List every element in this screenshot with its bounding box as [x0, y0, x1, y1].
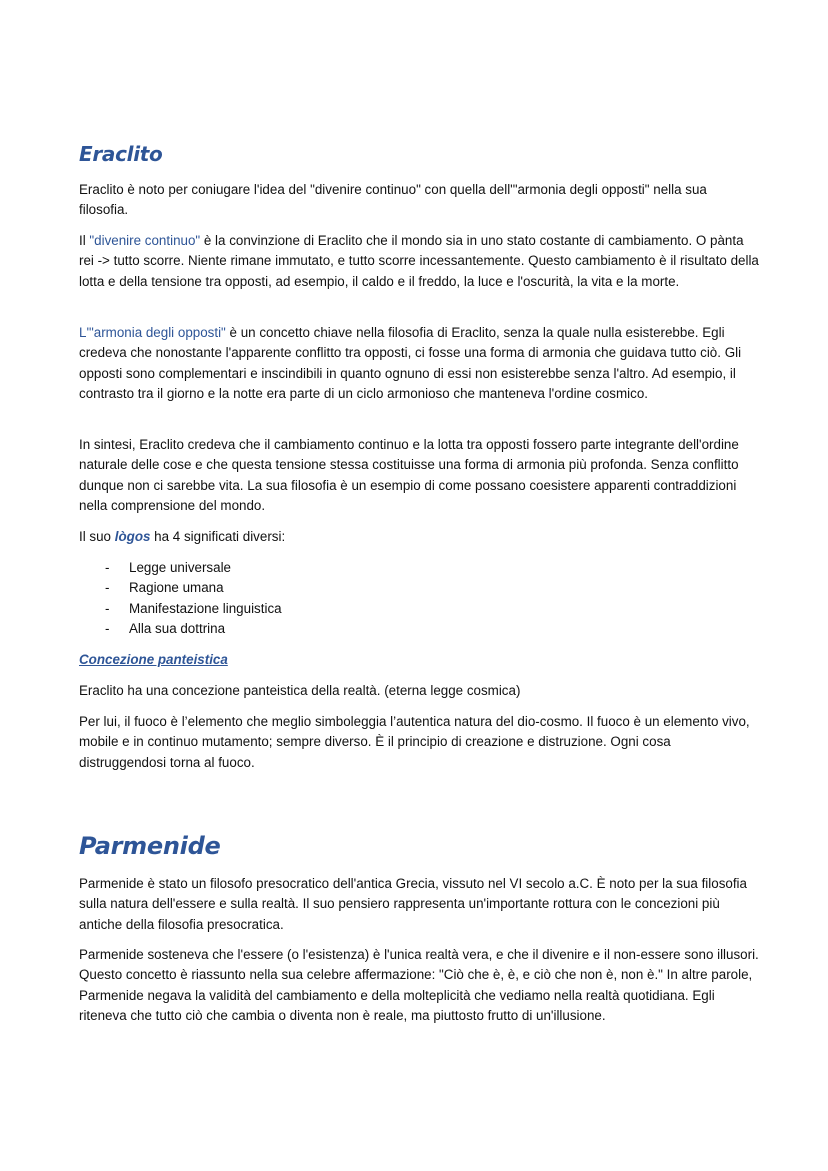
eraclito-intro-paragraph: [79, 180, 759, 221]
fuoco-text: Per lui, il fuoco è l’elemento che meglio simboleggia l’autentica natura del dio-cosmo. Il fuoco è un elemento vivo, mobile e in continuo mutamento; sempre diverso. È il principio di creazione e distruzione. Ogni cosa distruggendosi torna al fuoco.: [79, 714, 750, 770]
list-item: [79, 578, 759, 598]
armonia-paragraph: [79, 323, 759, 405]
list-item-text: Legge universale: [129, 560, 231, 575]
list-item-text: Alla sua dottrina: [129, 621, 226, 637]
divenire-text: è la convinzione di Eraclito che il mondo sia in uno stato costante di cambiamento. O pànta rei -> tutto scorre. Niente rimane immutato, e tutto scorre incessantemente. Questo cambiamento è il risultato della lotta e della tensione tra opposti, ad esempio, il caldo e il freddo, la luce e l'oscurità, la vita e la morte.: [79, 233, 759, 289]
list-item-text: Manifestazione linguistica: [129, 600, 282, 616]
parmenide-essere-text: Parmenide sosteneva che l'essere (o l'esistenza) è l'unica realtà vera, e che il divenire e il non-essere sono illusori. Questo concetto è riassunto nella sua celebre affermazione: "Ciò che è, è, e ciò che non è, non è." In altre parole, Parmenide negava la validità del cambiamento e della molteplicità che vediamo nella realtà quotidiana. Egli riteneva che tutto ciò che cambia o diventa non è reale, ma piuttosto frutto di un'illusione.: [79, 947, 759, 1024]
logos-prefix: Il suo: [79, 529, 115, 544]
list-item-text: Ragione umana: [129, 580, 224, 596]
list-item: [79, 619, 759, 639]
logos-paragraph: [79, 527, 759, 547]
list-dash: -: [105, 560, 110, 575]
subheading-concezione-panteistica: Concezione panteistica: [79, 652, 228, 667]
logos-suffix: ha 4 significati diversi:: [150, 529, 286, 544]
parmenide-intro-text: Parmenide è stato un filosofo presocratico dell'antica Grecia, vissuto nel VI secolo a.C. È noto per la sua filosofia sulla natura dell'essere e sulla realtà. Il suo pensiero rappresenta un'importante rottura con le concezioni più antiche della filosofia presocratica.: [79, 876, 747, 932]
armonia-highlight: L'"armonia degli opposti": [79, 325, 226, 340]
subheading-block: [79, 650, 759, 670]
parmenide-intro-paragraph: [79, 874, 759, 935]
section-title-parmenide: Parmenide: [79, 832, 221, 860]
divenire-prefix: Il: [79, 233, 90, 248]
armonia-text: è un concetto chiave nella filosofia di Eraclito, senza la quale nulla esisterebbe. Egli credeva che nonostante l'apparente conflitto tra opposti, ci fosse una forma di armonia che guidava tutto ciò. Gli opposti sono complementari e inscindibili in quanto ognuno di essi non esisterebbe senza l'altro. Ad esempio, il contrasto tra il giorno e la notte era parte di un ciclo armonioso che manteneva l'ordine cosmico.: [79, 325, 742, 402]
panteistica-paragraph: [79, 681, 759, 701]
divenire-highlight: "divenire continuo": [89, 233, 201, 248]
section-title-eraclito: Eraclito: [79, 142, 163, 166]
fuoco-paragraph: [79, 712, 759, 773]
divenire-paragraph: [79, 231, 759, 292]
logos-list-block: [79, 558, 759, 640]
logos-word: lògos: [114, 529, 151, 544]
parmenide-essere-paragraph: [79, 945, 759, 1027]
sintesi-text: In sintesi, Eraclito credeva che il cambiamento continuo e la lotta tra opposti fossero parte integrante dell'ordine naturale delle cose e che questa tensione stessa costituisse una forma di armonia più profonda. Senza conflitto dunque non ci sarebbe vita. La sua filosofia è un esempio di come possano coesistere apparenti contraddizioni nella comprensione del mondo.: [79, 437, 739, 514]
logos-list: [79, 558, 759, 640]
list-dash: -: [105, 580, 110, 596]
sintesi-paragraph: [79, 435, 759, 517]
list-item: [79, 599, 759, 619]
panteistica-text: Eraclito ha una concezione panteistica della realtà. (eterna legge cosmica): [79, 683, 521, 698]
list-dash: -: [105, 621, 110, 637]
list-item: [79, 558, 759, 578]
list-dash: -: [105, 600, 110, 616]
eraclito-intro-text: Eraclito è noto per coniugare l'idea del "divenire continuo" con quella dell'"armonia degli opposti" nella sua filosofia.: [79, 182, 707, 218]
